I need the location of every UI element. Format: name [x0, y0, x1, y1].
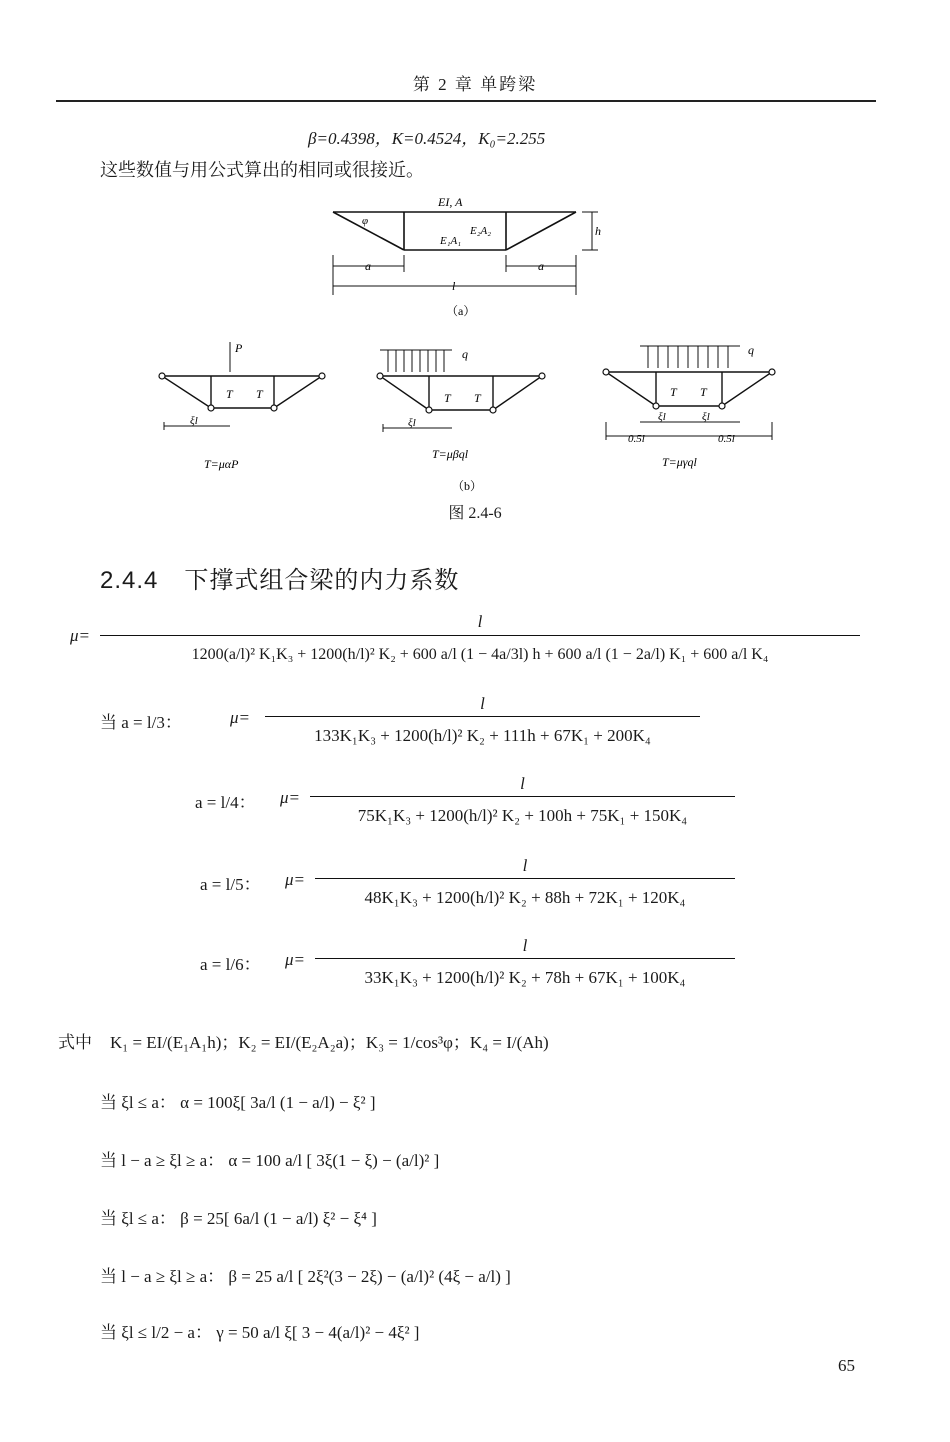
label-half-l-2: 0.5l: [718, 433, 735, 445]
label-q-1: q: [462, 347, 468, 361]
label-t-4: T: [474, 391, 481, 405]
label-xi-l-2: ξl: [408, 417, 416, 429]
label-a-left: a: [365, 259, 371, 273]
where-label: 式中: [58, 1033, 92, 1052]
page-number: 65: [838, 1356, 855, 1375]
label-p: P: [235, 341, 243, 355]
label-q-2: q: [748, 343, 754, 357]
case-l6-denominator: 33K₁K₃ + 1200(h/l)² K₂ + 78h + 67K₁ + 100K₄: [364, 968, 686, 987]
label-xi-l-3: ξl: [658, 411, 666, 423]
beta-formula-1: 当 ξl ≤ a： β = 25[ 6a/l (1 − a/l) ξ² − ξ⁴ ]: [100, 1209, 377, 1228]
caption-t-mu-gamma: T=μγql: [662, 455, 697, 469]
caption-t-mu-alpha: T=μαP: [204, 457, 239, 471]
case-l5-condition: a = l/5：: [200, 875, 261, 894]
section-heading: [100, 560, 459, 595]
label-ei-a: EI, A: [438, 195, 463, 209]
label-t-5: T: [670, 385, 677, 399]
label-t-6: T: [700, 385, 707, 399]
case-l6-condition: a = l/6：: [200, 955, 261, 974]
values-line: β=0.4398，K=0.4524，K₀=2.255: [308, 129, 546, 148]
figure-b: [150, 330, 790, 500]
subfig-b-caption: （b）: [452, 479, 483, 493]
caption-t-mu-beta: T=μβql: [432, 447, 469, 461]
alpha-formula-1: 当 ξl ≤ a： α = 100ξ[ 3a/l (1 − a/l) − ξ² ]: [100, 1093, 376, 1112]
gamma-formula-1: 当 ξl ≤ l/2 − a： γ = 50 a/l ξ[ 3 − 4(a/l)² − 4ξ² ]: [100, 1323, 420, 1342]
case-l3-denominator: 133K₁K₃ + 1200(h/l)² K₂ + 111h + 67K₁ + 200K₄: [314, 726, 651, 745]
case-l4-numerator: l: [520, 774, 525, 793]
label-t-2: T: [256, 387, 263, 401]
k-defs-text: K₁ = EI/(E₁A₁h)；K₂ = EI/(E₂A₂a)；K₃ = 1/cos³φ；K₄ = I/(Ah): [110, 1033, 549, 1052]
label-t-3: T: [444, 391, 451, 405]
section-title: 下撑式组合梁的内力系数: [184, 568, 460, 594]
case-l4-condition: a = l/4：: [195, 793, 256, 812]
fraction-bar: [100, 635, 860, 636]
intro-note: 这些数值与用公式算出的相同或很接近。: [100, 160, 424, 180]
chapter-header: 第 2 章 单跨梁: [412, 75, 538, 94]
beta-formula-2: 当 l − a ≥ ξl ≥ a： β = 25 a/l [ 2ξ²(3 − 2ξ) − (a/l)² (4ξ − a/l) ]: [100, 1267, 511, 1286]
fraction-bar: [315, 878, 735, 879]
subfig-a-caption: （a）: [446, 304, 476, 318]
label-xi-l-4: ξl: [702, 411, 710, 423]
figure-a: [320, 190, 620, 325]
alpha-formula-2: 当 l − a ≥ ξl ≥ a： α = 100 a/l [ 3ξ(1 − ξ) − (a/l)² ]: [100, 1151, 440, 1170]
label-h: h: [595, 224, 601, 238]
case-l6-numerator: l: [522, 936, 528, 955]
label-a-right: a: [538, 259, 544, 273]
figure-caption: 图 2.4-6: [448, 505, 502, 522]
fraction-bar: [265, 716, 700, 717]
k-definitions: [58, 1028, 549, 1053]
header-rule: [56, 100, 876, 102]
label-t-1: T: [226, 387, 233, 401]
label-phi: φ: [362, 215, 369, 227]
fraction-bar: [310, 796, 735, 797]
label-e2a2: E₂A₂: [470, 225, 492, 237]
case-l5-denominator: 48K₁K₃ + 1200(h/l)² K₂ + 88h + 72K₁ + 120K₄: [364, 888, 686, 907]
fraction-bar: [315, 958, 735, 959]
case-l3-condition: 当 a = l/3：: [100, 713, 182, 732]
case-l3-numerator: l: [480, 694, 485, 713]
section-number: 2.4.4: [100, 567, 159, 594]
case-l4-denominator: 75K₁K₃ + 1200(h/l)² K₂ + 100h + 75K₁ + 150K₄: [357, 806, 688, 825]
label-xi-l-1: ξl: [190, 415, 198, 427]
label-e1a1: E₁A₁: [440, 235, 462, 247]
label-l: l: [452, 279, 456, 293]
label-half-l-1: 0.5l: [628, 433, 645, 445]
case-l5-numerator: l: [522, 856, 528, 875]
mu-general-numerator: l: [477, 612, 483, 631]
mu-general-denominator: 1200(a/l)² K₁K₃ + 1200(h/l)² K₂ + 600 a/l (1 − 4a/3l) h + 600 a/l (1 − 2a/l) K₁ + 600 a/l K₄: [191, 646, 769, 663]
